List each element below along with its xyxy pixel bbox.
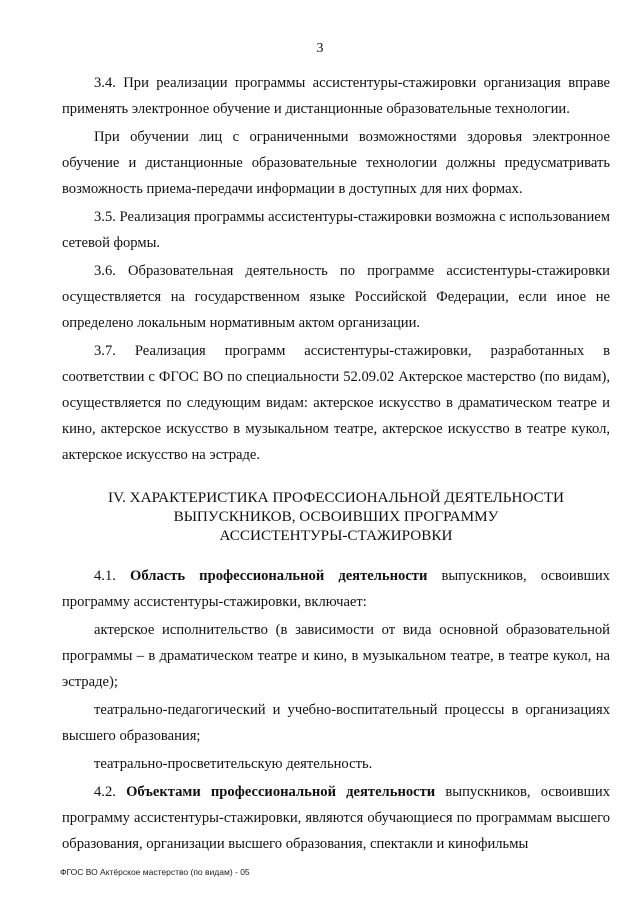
section-heading-line-1: IV. ХАРАКТЕРИСТИКА ПРОФЕССИОНАЛЬНОЙ ДЕЯТЕЛЬНОСТИ [108, 489, 564, 506]
paragraph-4-2-number: 4.2. [94, 784, 116, 800]
paragraph-4-2-term: Объектами профессиональной деятельности [126, 784, 436, 800]
paragraph-3-5: 3.5. Реализация программы ассистентуры-стажировки возможна с использованием сетевой формы. [62, 209, 610, 251]
paragraph-3-6: 3.6. Образовательная деятельность по программе ассистентуры-стажировки осуществляется на государственном языке Российской Федерации, если иное не определено локальным нормативным актом организации. [62, 263, 610, 331]
document-footer: ФГОС ВО Актёрское мастерство (по видам) - 05 [60, 867, 250, 877]
paragraph-4-2 [62, 779, 610, 857]
paragraph-4-1 [62, 563, 610, 615]
paragraph-3-4-accessibility: При обучении лиц с ограниченными возможностями здоровья электронное обучение и дистанционные образовательные технологии должны предусматривать возможность приема-передачи информации в доступных для них формах. [62, 129, 610, 197]
paragraph-3-4: 3.4. При реализации программы ассистентуры-стажировки организация вправе применять электронное обучение и дистанционные образовательные технологии. [62, 75, 610, 117]
paragraph-4-1-text: выпускников, освоивших программу ассистентуры-стажировки, включает: [62, 568, 610, 610]
section-heading-iv [62, 488, 610, 545]
section-heading-line-3: АССИСТЕНТУРЫ-СТАЖИРОВКИ [219, 527, 453, 544]
list-item-pedagogical: театрально-педагогический и учебно-воспитательный процессы в организациях высшего образования; [62, 702, 610, 744]
section-heading-line-2: ВЫПУСКНИКОВ, ОСВОИВШИХ ПРОГРАММУ [173, 508, 499, 525]
paragraph-4-2-text: выпускников, освоивших программу ассистентуры-стажировки, являются обучающиеся по программам высшего образования, организации высшего образования, спектакли и кинофильмы [62, 784, 610, 852]
paragraph-4-1-number: 4.1. [94, 568, 116, 584]
document-body [62, 70, 610, 857]
paragraph-4-1-term: Область профессиональной деятельности [129, 568, 428, 584]
page-number: 3 [316, 41, 324, 56]
paragraph-3-7: 3.7. Реализация программ ассистентуры-стажировки, разработанных в соответствии с ФГОС ВО по специальности 52.09.02 Актерское мастерство (по видам), осуществляется по следующим видам: актерское искусство в драматическом театре и кино, актерское искусство в музыкальном театре, актерское искусство в театре кукол, актерское искусство на эстраде. [62, 343, 610, 463]
list-item-acting: актерское исполнительство (в зависимости от вида основной образовательной программы – в драматическом театре и кино, в музыкальном театре, в театре кукол, на эстраде); [62, 622, 610, 690]
list-item-educational: театрально-просветительскую деятельность. [94, 756, 373, 772]
